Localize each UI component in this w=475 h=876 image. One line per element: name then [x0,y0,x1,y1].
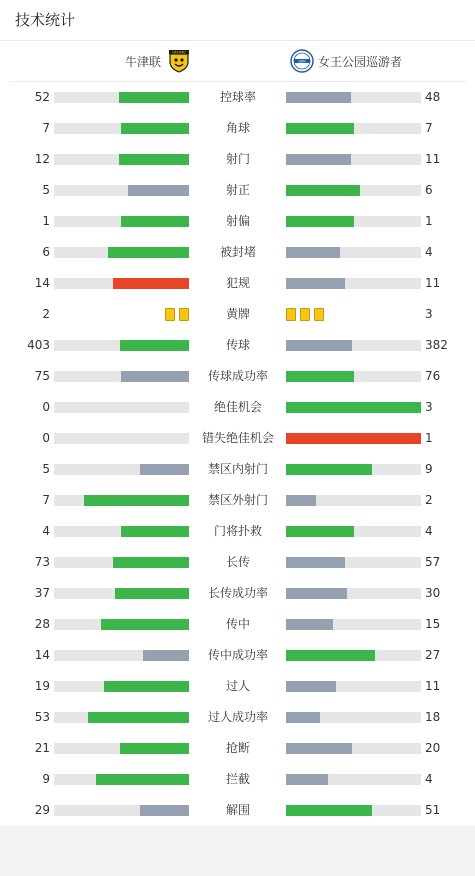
home-stat-value: 6 [42,245,50,259]
away-stat-bar [286,464,421,475]
away-stat-bar [286,433,421,444]
away-stat-value: 48 [425,90,441,104]
home-stat-value: 1 [42,214,50,228]
stat-label: 传中 [225,617,250,631]
stat-label: 抢断 [225,741,250,755]
away-yellow-cards [286,308,324,321]
home-stat-bar [54,433,189,444]
stat-label: 传球 [225,338,250,352]
yellow-card-icon [314,308,324,321]
away-stat-bar-fill [286,526,354,537]
stat-label: 射偏 [225,214,250,228]
home-stat-bar [54,681,189,692]
stat-row [0,299,475,330]
stat-label: 长传成功率 [207,586,268,600]
home-stat-bar [54,464,189,475]
away-stat-bar [286,743,421,754]
away-stat-bar [286,340,421,351]
home-stat-bar-fill [119,92,189,103]
away-stat-bar-fill [286,247,340,258]
home-stat-bar [54,278,189,289]
yellow-card-icon [179,308,189,321]
stat-row [0,206,475,237]
home-stat-bar-fill [121,123,189,134]
away-stat-value: 4 [425,245,433,259]
stat-label: 绝佳机会 [213,400,262,414]
home-stat-bar-fill [143,650,189,661]
away-stat-value: 11 [425,152,441,166]
stat-row [0,795,475,826]
away-stat-bar-fill [286,588,347,599]
stat-label: 犯规 [225,276,250,290]
yellow-card-icon [165,308,175,321]
away-stat-value: 11 [425,679,441,693]
page-title: 技术统计 [0,0,475,41]
home-team[interactable] [125,49,191,73]
home-stat-bar-fill [113,557,189,568]
stat-label: 错失绝佳机会 [201,431,274,445]
home-stat-bar-fill [121,216,189,227]
home-stat-value: 75 [34,369,50,383]
home-stat-value: 4 [42,524,50,538]
stat-row [0,547,475,578]
away-stat-bar [286,278,421,289]
away-stat-bar-fill [286,557,345,568]
away-stat-bar-fill [286,216,354,227]
home-stat-bar-fill [120,340,189,351]
home-team-name: 牛津联 [124,54,161,69]
stat-label: 长传 [225,555,250,569]
away-stat-bar-fill [286,185,360,196]
home-stat-bar-fill [128,185,189,196]
home-stat-value: 37 [34,586,50,600]
home-stat-value: 19 [34,679,50,693]
home-stat-value: 29 [34,803,50,817]
stat-label: 传球成功率 [207,369,268,383]
home-stat-value: 0 [42,400,50,414]
away-stat-value: 20 [425,741,441,755]
away-stat-bar-fill [286,650,375,661]
home-stat-bar [54,588,189,599]
yellow-card-icon [300,308,310,321]
stat-row [0,485,475,516]
home-stat-value: 0 [42,431,50,445]
away-stat-bar-fill [286,712,320,723]
away-stat-bar [286,123,421,134]
home-stat-bar [54,774,189,785]
home-stat-bar-fill [96,774,189,785]
home-stat-bar-fill [140,464,189,475]
stat-label: 被封堵 [219,245,256,259]
away-stat-bar [286,526,421,537]
home-stat-bar [54,371,189,382]
away-team[interactable] [290,49,402,73]
home-stat-value: 14 [34,648,50,662]
stat-row [0,82,475,113]
stat-label: 控球率 [219,90,256,104]
away-stat-bar-fill [286,340,352,351]
stat-row [0,702,475,733]
home-stat-bar [54,619,189,630]
away-stat-bar-fill [286,278,345,289]
stat-row [0,764,475,795]
home-stat-bar-fill [121,371,189,382]
stat-label: 黄牌 [225,307,250,321]
svg-text:QPR: QPR [298,59,306,64]
away-stat-bar [286,774,421,785]
stat-label: 解围 [225,803,250,817]
away-stat-value: 7 [425,121,433,135]
away-stat-bar-fill [286,743,352,754]
home-stat-bar-fill [121,526,189,537]
stat-row [0,423,475,454]
away-stat-bar [286,185,421,196]
away-stat-value: 15 [425,617,441,631]
home-yellow-cards [165,308,189,321]
stat-label: 射门 [225,152,250,166]
home-stat-bar-fill [108,247,189,258]
home-stat-bar [54,123,189,134]
away-stat-value: 57 [425,555,441,569]
away-stat-bar [286,216,421,227]
stat-row [0,640,475,671]
stat-label: 传中成功率 [207,648,268,662]
qpr-crest-icon [290,49,314,73]
teams-header [9,41,466,82]
away-stat-bar-fill [286,433,421,444]
away-stat-value: 51 [425,803,441,817]
stat-row [0,330,475,361]
stat-row [0,609,475,640]
home-stat-bar [54,185,189,196]
home-stat-value: 21 [34,741,50,755]
home-stat-value: 7 [42,493,50,507]
stat-row [0,268,475,299]
stat-row [0,578,475,609]
away-stat-value: 3 [425,307,433,321]
away-team-name: 女王公园巡游者 [318,54,403,69]
stat-label: 禁区内射门 [207,462,268,476]
home-stat-bar-fill [101,619,189,630]
away-stat-value: 2 [425,493,433,507]
home-stat-value: 14 [34,276,50,290]
away-stat-bar [286,92,421,103]
stat-row [0,144,475,175]
away-stat-bar-fill [286,464,372,475]
away-stat-bar [286,402,421,413]
stat-row [0,361,475,392]
home-stat-value: 52 [34,90,50,104]
home-stat-bar [54,743,189,754]
away-stat-bar-fill [286,154,351,165]
stat-row [0,516,475,547]
away-stat-value: 4 [425,524,433,538]
away-stat-bar [286,712,421,723]
home-stat-value: 403 [27,338,50,352]
home-stat-bar-fill [88,712,189,723]
away-stat-value: 9 [425,462,433,476]
home-stat-bar-fill [113,278,189,289]
away-stat-value: 4 [425,772,433,786]
home-stat-bar-fill [140,805,189,816]
home-stat-bar [54,805,189,816]
home-stat-bar [54,154,189,165]
away-stat-value: 30 [425,586,441,600]
home-stat-bar [54,495,189,506]
stat-label: 射正 [225,183,250,197]
home-stat-value: 7 [42,121,50,135]
away-stat-value: 11 [425,276,441,290]
away-stat-value: 1 [425,431,433,445]
home-stat-value: 28 [34,617,50,631]
away-stat-bar-fill [286,402,421,413]
away-stat-bar [286,681,421,692]
away-stat-value: 18 [425,710,441,724]
stat-row [0,392,475,423]
home-stat-value: 5 [42,183,50,197]
home-stat-value: 9 [42,772,50,786]
yellow-card-icon [286,308,296,321]
home-stat-value: 73 [34,555,50,569]
home-stat-bar [54,526,189,537]
away-stat-bar [286,371,421,382]
away-stat-value: 27 [425,648,441,662]
away-stat-bar [286,557,421,568]
away-stat-bar [286,619,421,630]
stat-row [0,113,475,144]
away-stat-bar [286,247,421,258]
oxford-united-crest-icon [167,49,191,73]
stats-list [0,82,475,826]
svg-text:OXFORD: OXFORD [172,50,186,55]
home-stat-bar-fill [119,154,189,165]
away-stat-bar [286,805,421,816]
stat-row [0,237,475,268]
away-stat-value: 1 [425,214,433,228]
away-stat-value: 6 [425,183,433,197]
away-stat-bar [286,495,421,506]
home-stat-bar [54,216,189,227]
home-stat-value: 5 [42,462,50,476]
stat-label: 角球 [225,121,250,135]
home-stat-bar [54,557,189,568]
away-stat-value: 3 [425,400,433,414]
home-stat-bar [54,712,189,723]
stat-label: 门将扑救 [213,524,262,538]
away-stat-bar-fill [286,495,316,506]
stat-row [0,671,475,702]
home-stat-bar-fill [84,495,189,506]
away-stat-bar [286,588,421,599]
away-stat-bar [286,154,421,165]
away-stat-bar [286,650,421,661]
away-stat-bar-fill [286,774,328,785]
away-stat-bar-fill [286,805,372,816]
home-stat-value: 53 [34,710,50,724]
away-stat-bar-fill [286,681,336,692]
stat-row [0,733,475,764]
home-stat-bar-fill [120,743,189,754]
stat-label: 过人 [225,679,250,693]
home-stat-bar-fill [115,588,189,599]
home-stat-bar [54,650,189,661]
home-stat-bar [54,247,189,258]
stat-row [0,454,475,485]
away-stat-bar-fill [286,92,351,103]
stat-label: 拦截 [225,772,250,786]
away-stat-bar-fill [286,619,333,630]
home-stat-value: 2 [42,307,50,321]
stat-label: 过人成功率 [207,710,268,724]
home-stat-value: 12 [34,152,50,166]
home-stat-bar [54,402,189,413]
stat-row [0,175,475,206]
away-stat-value: 382 [425,338,448,352]
away-stat-value: 76 [425,369,441,383]
home-stat-bar [54,92,189,103]
away-stat-bar-fill [286,123,354,134]
stat-label: 禁区外射门 [207,493,268,507]
home-stat-bar [54,340,189,351]
away-stat-bar-fill [286,371,354,382]
home-stat-bar-fill [104,681,189,692]
